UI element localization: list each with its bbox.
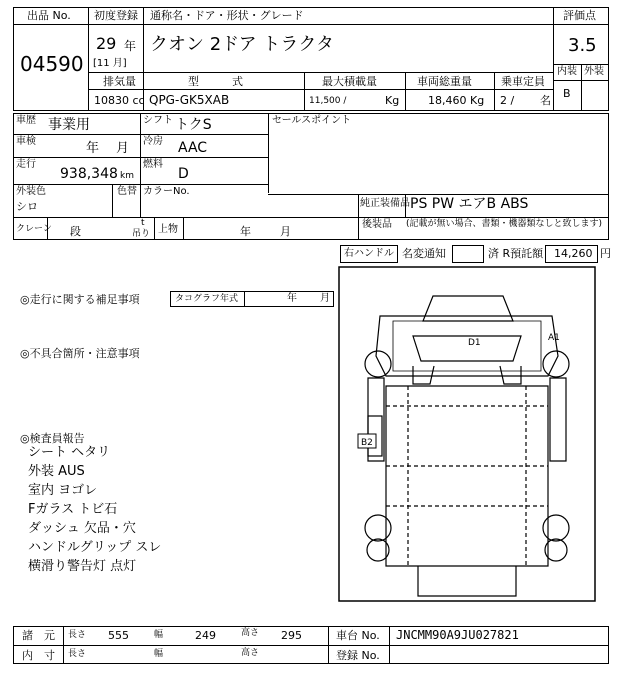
shift-value: トクS — [175, 117, 212, 133]
defects-label: ◎不具合箇所・注意事項 — [20, 347, 140, 360]
gross-weight-value: 18,460 Kg — [428, 94, 485, 107]
height-value: 295 — [281, 629, 302, 642]
model-value: QPG-GK5XAB — [149, 93, 230, 107]
capacity-label: 乗車定員 — [501, 75, 545, 88]
inner-length-label: 長さ — [68, 649, 87, 659]
inspector-line: 横滑り警告灯 点灯 — [28, 559, 137, 574]
rear-frame — [418, 566, 516, 596]
displacement-label: 排気量 — [103, 75, 136, 88]
shift-label: シフト — [143, 115, 173, 126]
tachograph-label: タコグラフ年式 — [175, 294, 239, 304]
history-label: 車歴 — [16, 115, 36, 126]
load-label: 最大積載量 — [322, 75, 377, 88]
mileage-unit: km — [120, 171, 134, 181]
first-reg-year-unit: 年 — [124, 39, 137, 53]
width-value: 249 — [195, 629, 216, 642]
first-reg-month: [11 月] — [93, 58, 127, 69]
displacement-value: 10830 cc — [94, 94, 145, 107]
capacity-unit: 名 — [540, 94, 551, 107]
fuel-label: 燃料 — [143, 159, 163, 170]
inspector-line: Fガラス トビ石 — [28, 502, 118, 517]
tachograph-year: 年 — [287, 293, 297, 304]
inner-label: 内 寸 — [22, 649, 55, 662]
tax-label: 済 R預託額 — [488, 247, 544, 260]
spec-label: 諸 元 — [22, 629, 55, 642]
crane-ton-bottom: 吊り — [132, 229, 151, 239]
mark-a1: A1 — [548, 333, 560, 343]
tax-value: 14,260 — [554, 247, 593, 260]
cab-body — [376, 316, 558, 376]
capacity-value: 2 / — [500, 94, 515, 107]
name-change-box — [452, 245, 484, 263]
driving-note-label: ◎走行に関する補足事項 — [20, 293, 140, 306]
lot-label: 出品 No. — [27, 9, 71, 22]
name-label: 通称名・ドア・形状・グレード — [150, 9, 304, 22]
chassis-value: JNCMM90A9JU027821 — [396, 628, 519, 642]
car-name: クオン 2ドア トラクタ — [150, 34, 334, 55]
registration-label: 登録 No. — [336, 649, 380, 662]
crane-label: クレーン — [16, 224, 52, 234]
exterior-color-label: 外装色 — [16, 186, 46, 197]
tax-unit: 円 — [600, 247, 611, 260]
length-value: 555 — [108, 629, 129, 642]
wheel-rear-left — [365, 515, 391, 541]
exterior-label: 外装 — [584, 66, 604, 77]
wheel-rear-right — [543, 515, 569, 541]
mileage-label: 走行 — [16, 159, 36, 170]
genuine-equipment-value: PS PW エアB ABS — [410, 196, 529, 212]
grade-label: 評価点 — [563, 9, 596, 22]
ac-label: 冷房 — [143, 136, 163, 147]
sales-point-label: セールスポイント — [272, 115, 352, 126]
mirror-right — [500, 366, 521, 384]
interior-label: 内装 — [557, 66, 577, 77]
color-no-label: カラーNo. — [143, 186, 190, 197]
exterior-color-value: シロ — [16, 200, 38, 213]
tachograph-month: 月 — [320, 293, 330, 304]
mark-d1: D1 — [468, 338, 481, 348]
chassis-label: 車台 No. — [336, 629, 380, 642]
inspection-year: 年 — [86, 141, 100, 156]
inspection-month: 月 — [116, 141, 130, 156]
ac-value: AAC — [178, 140, 208, 156]
inspection-label: 車検 — [16, 136, 36, 147]
inspector-label: ◎検査員報告 — [20, 432, 85, 445]
inspector-line: 外装 AUS — [28, 464, 85, 479]
model-label: 型 式 — [188, 75, 243, 88]
mileage-value: 938,348 — [60, 166, 118, 182]
first-reg-year: 29 — [96, 34, 117, 53]
inner-height-label: 高さ — [241, 648, 260, 658]
cab-roof — [423, 296, 513, 321]
aftermarket-note: (記載が無い場合、書類・機器類なしと致します) — [406, 219, 603, 229]
body-label: 上物 — [158, 224, 178, 235]
mirror-left — [413, 366, 434, 384]
wheel-front-right — [543, 351, 569, 377]
windshield — [413, 336, 521, 361]
interior-value: B — [563, 87, 571, 100]
color-change-label: 色替 — [117, 186, 137, 197]
crane-ton-top: t — [141, 218, 145, 228]
load-unit: Kg — [385, 94, 400, 107]
aftermarket-label: 後装品 — [362, 219, 392, 230]
inspector-line: ハンドルグリップ スレ — [28, 540, 162, 555]
first-reg-label: 初度登録 — [94, 9, 138, 22]
side-right — [550, 378, 566, 461]
inspector-report — [28, 446, 161, 579]
inspector-line: シート ヘタリ — [28, 445, 111, 460]
inspector-line: ダッシュ 欠品・穴 — [28, 521, 136, 536]
load-value: 11,500 / — [309, 96, 347, 106]
score-value: 3.5 — [568, 35, 597, 56]
width-label: 幅 — [154, 630, 164, 640]
wheel-front-left — [365, 351, 391, 377]
truck-diagram — [338, 266, 596, 606]
lot-number: 04590 — [20, 52, 84, 76]
name-change-label: 名変通知 — [402, 247, 446, 260]
inner-width-label: 幅 — [154, 649, 164, 659]
mark-b2: B2 — [361, 438, 373, 448]
handle-label: 右ハンドル — [344, 248, 394, 259]
length-label: 長さ — [68, 630, 87, 640]
genuine-equipment-label: 純正装備品 — [360, 198, 410, 209]
body-month: 月 — [280, 225, 291, 238]
height-label: 高さ — [241, 628, 260, 638]
fuel-value: D — [178, 166, 189, 182]
diagram-frame — [339, 267, 595, 601]
history-value: 事業用 — [48, 117, 90, 133]
crane-stage: 段 — [70, 225, 81, 238]
chassis — [386, 386, 548, 566]
gross-weight-label: 車両総重量 — [417, 75, 472, 88]
inspector-line: 室内 ヨゴレ — [28, 483, 98, 498]
body-year: 年 — [240, 225, 251, 238]
